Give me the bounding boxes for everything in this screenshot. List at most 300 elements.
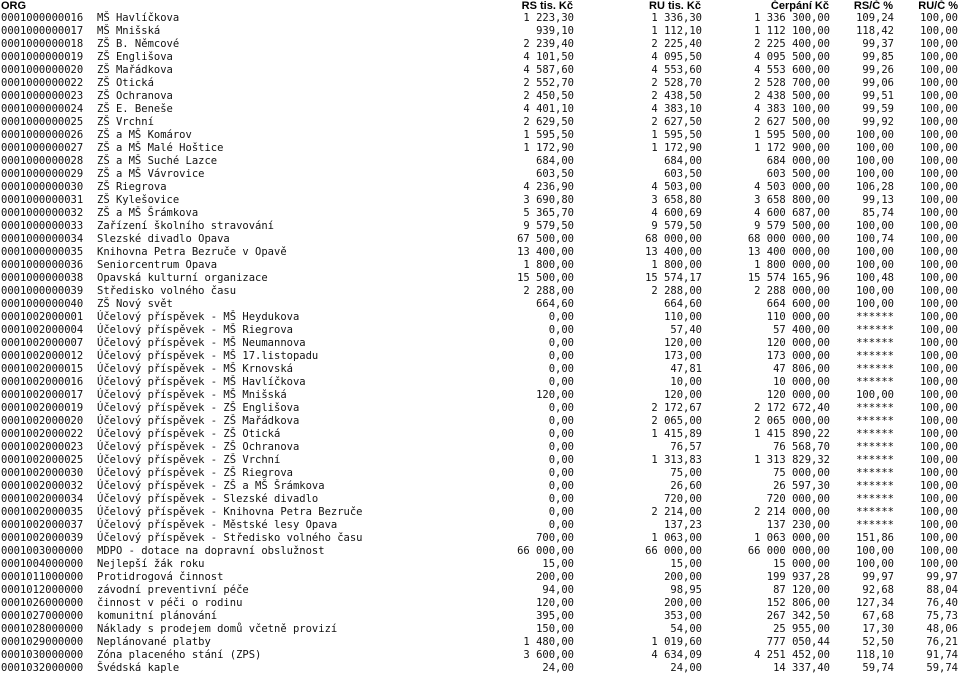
- org-cell: 0001002000019: [1, 402, 84, 414]
- org-cell: 0001032000000: [1, 662, 84, 674]
- ru-cell: 4 503,00: [651, 181, 702, 193]
- name-cell: Zařízení školního stravování: [97, 220, 275, 232]
- ru-cell: 1 063,00: [651, 532, 702, 544]
- cerpani-cell: 2 172 672,40: [754, 402, 830, 414]
- ru-cell: 120,00: [664, 337, 702, 349]
- name-cell: Účelový příspěvek - ZŠ Riegrova: [97, 467, 293, 479]
- rs-cell: 200,00: [536, 571, 574, 583]
- ru-pct-cell: 100,00: [920, 311, 958, 323]
- cerpani-cell: 2 627 500,00: [754, 116, 830, 128]
- org-cell: 0001002000023: [1, 441, 84, 453]
- name-cell: Účelový příspěvek - MŠ 17.listopadu: [97, 350, 319, 362]
- ru-cell: 173,00: [664, 350, 702, 362]
- ru-cell: 200,00: [664, 597, 702, 609]
- table-row: [0, 129, 960, 142]
- table-row: [0, 12, 960, 25]
- rs-pct-cell: 100,00: [856, 220, 894, 232]
- table-row: [0, 285, 960, 298]
- org-cell: 0001029000000: [1, 636, 84, 648]
- ru-pct-cell: 100,00: [920, 415, 958, 427]
- name-cell: Seniorcentrum Opava: [97, 259, 218, 271]
- table-row: [0, 363, 960, 376]
- table-row: [0, 545, 960, 558]
- cerpani-cell: 26 597,30: [773, 480, 830, 492]
- name-cell: Účelový příspěvek - MŠ Neumannova: [97, 337, 306, 349]
- name-cell: Slezské divadlo Opava: [97, 233, 230, 245]
- org-cell: 0001002000022: [1, 428, 84, 440]
- cerpani-cell: 2 225 400,00: [754, 38, 830, 50]
- cerpani-cell: 1 415 890,22: [754, 428, 830, 440]
- rs-cell: 684,00: [536, 155, 574, 167]
- rs-cell: 4 401,10: [523, 103, 574, 115]
- table-row: [0, 389, 960, 402]
- table-header: [0, 0, 960, 12]
- ru-pct-cell: 100,00: [920, 116, 958, 128]
- ru-pct-cell: 48,06: [926, 623, 958, 635]
- org-cell: 0001000000032: [1, 207, 84, 219]
- rs-pct-cell: ******: [856, 506, 894, 518]
- ru-pct-cell: 100,00: [920, 532, 958, 544]
- ru-cell: 10,00: [670, 376, 702, 388]
- ru-cell: 47,81: [670, 363, 702, 375]
- rs-pct-cell: ******: [856, 428, 894, 440]
- org-cell: 0001030000000: [1, 649, 84, 661]
- table-row: [0, 662, 960, 675]
- org-cell: 0001003000000: [1, 545, 84, 557]
- rs-cell: 2 239,40: [523, 38, 574, 50]
- name-cell: Účelový příspěvek - Slezské divadlo: [97, 493, 319, 505]
- rs-cell: 3 690,80: [523, 194, 574, 206]
- ru-pct-cell: 100,00: [920, 272, 958, 284]
- ru-cell: 2 528,70: [651, 77, 702, 89]
- cerpani-cell: 1 313 829,32: [754, 454, 830, 466]
- name-cell: Účelový příspěvek - MŠ Mnišská: [97, 389, 287, 401]
- ru-pct-cell: 100,00: [920, 77, 958, 89]
- org-cell: 0001000000038: [1, 272, 84, 284]
- ru-cell: 4 383,10: [651, 103, 702, 115]
- cerpani-cell: 76 568,70: [773, 441, 830, 453]
- cerpani-cell: 4 251 452,00: [754, 649, 830, 661]
- name-cell: Účelový příspěvek - ZŠ Ochranova: [97, 441, 300, 453]
- ru-pct-cell: 100,00: [920, 233, 958, 245]
- table-row: [0, 25, 960, 38]
- org-cell: 0001000000020: [1, 64, 84, 76]
- cerpani-cell: 199 937,28: [766, 571, 830, 583]
- cerpani-cell: 267 342,50: [766, 610, 830, 622]
- ru-pct-cell: 100,00: [920, 558, 958, 570]
- cerpani-cell: 2 438 500,00: [754, 90, 830, 102]
- org-cell: 0001011000000: [1, 571, 84, 583]
- table-row: [0, 298, 960, 311]
- ru-cell: 603,50: [664, 168, 702, 180]
- ru-cell: 137,23: [664, 519, 702, 531]
- name-cell: Účelový příspěvek - ZŠ Otická: [97, 428, 281, 440]
- rs-cell: 0,00: [548, 428, 574, 440]
- rs-cell: 0,00: [548, 415, 574, 427]
- name-cell: Neplánované platby: [97, 636, 211, 648]
- ru-pct-cell: 100,00: [920, 376, 958, 388]
- org-cell: 0001002000015: [1, 363, 84, 375]
- table-row: [0, 467, 960, 480]
- ru-pct-cell: 100,00: [920, 363, 958, 375]
- ru-pct-cell: 100,00: [920, 285, 958, 297]
- header-rs: RS tis. Kč: [521, 0, 573, 12]
- org-cell: 0001000000028: [1, 155, 84, 167]
- rs-cell: 13 400,00: [517, 246, 574, 258]
- ru-cell: 4 634,09: [651, 649, 702, 661]
- rs-pct-cell: 99,59: [862, 103, 894, 115]
- org-cell: 0001000000039: [1, 285, 84, 297]
- ru-pct-cell: 100,00: [920, 428, 958, 440]
- rs-pct-cell: ******: [856, 480, 894, 492]
- org-cell: 0001002000025: [1, 454, 84, 466]
- ru-pct-cell: 76,40: [926, 597, 958, 609]
- table-row: [0, 623, 960, 636]
- cerpani-cell: 13 400 000,00: [747, 246, 830, 258]
- rs-cell: 700,00: [536, 532, 574, 544]
- ru-pct-cell: 100,00: [920, 181, 958, 193]
- ru-pct-cell: 100,00: [920, 103, 958, 115]
- ru-cell: 200,00: [664, 571, 702, 583]
- name-cell: MDPO - dotace na dopravní obslužnost: [97, 545, 325, 557]
- name-cell: ZŠ Ochranova: [97, 90, 173, 102]
- name-cell: ZŠ Mařádkova: [97, 64, 173, 76]
- rs-pct-cell: 99,06: [862, 77, 894, 89]
- cerpani-cell: 9 579 500,00: [754, 220, 830, 232]
- ru-pct-cell: 100,00: [920, 64, 958, 76]
- cerpani-cell: 4 383 100,00: [754, 103, 830, 115]
- name-cell: MŠ Mnišská: [97, 25, 161, 37]
- org-cell: 0001002000034: [1, 493, 84, 505]
- rs-pct-cell: 100,74: [856, 233, 894, 245]
- cerpani-cell: 1 336 300,00: [754, 12, 830, 24]
- table-row: [0, 376, 960, 389]
- org-cell: 0001000000036: [1, 259, 84, 271]
- rs-cell: 1 172,90: [523, 142, 574, 154]
- name-cell: MŠ Havlíčkova: [97, 12, 180, 24]
- rs-pct-cell: 100,00: [856, 129, 894, 141]
- ru-cell: 2 065,00: [651, 415, 702, 427]
- table-row: [0, 337, 960, 350]
- rs-pct-cell: 118,42: [856, 25, 894, 37]
- ru-cell: 15 574,17: [645, 272, 702, 284]
- cerpani-cell: 173 000,00: [766, 350, 830, 362]
- rs-cell: 67 500,00: [517, 233, 574, 245]
- ru-cell: 9 579,50: [651, 220, 702, 232]
- org-cell: 0001004000000: [1, 558, 84, 570]
- rs-cell: 1 223,30: [523, 12, 574, 24]
- org-cell: 0001000000025: [1, 116, 84, 128]
- table-row: [0, 142, 960, 155]
- org-cell: 0001002000030: [1, 467, 84, 479]
- rs-pct-cell: ******: [856, 441, 894, 453]
- name-cell: ZŠ Nový svět: [97, 298, 173, 310]
- cerpani-cell: 603 500,00: [766, 168, 830, 180]
- table-row: [0, 350, 960, 363]
- org-cell: 0001002000012: [1, 350, 84, 362]
- rs-cell: 2 288,00: [523, 285, 574, 297]
- name-cell: Účelový příspěvek - ZŠ Vrchní: [97, 454, 281, 466]
- ru-cell: 1 019,60: [651, 636, 702, 648]
- ru-pct-cell: 100,00: [920, 220, 958, 232]
- table-row: [0, 454, 960, 467]
- name-cell: ZŠ a MŠ Komárov: [97, 129, 192, 141]
- rs-pct-cell: ******: [856, 350, 894, 362]
- ru-pct-cell: 100,00: [920, 519, 958, 531]
- table-row: [0, 103, 960, 116]
- name-cell: ZŠ Englišova: [97, 51, 173, 63]
- ru-pct-cell: 100,00: [920, 25, 958, 37]
- ru-pct-cell: 88,04: [926, 584, 958, 596]
- ru-cell: 1 336,30: [651, 12, 702, 24]
- ru-pct-cell: 100,00: [920, 207, 958, 219]
- cerpani-cell: 10 000,00: [773, 376, 830, 388]
- table-row: [0, 259, 960, 272]
- rs-cell: 120,00: [536, 597, 574, 609]
- ru-cell: 2 214,00: [651, 506, 702, 518]
- rs-pct-cell: 118,10: [856, 649, 894, 661]
- cerpani-cell: 47 806,00: [773, 363, 830, 375]
- rs-cell: 0,00: [548, 363, 574, 375]
- rs-pct-cell: ******: [856, 454, 894, 466]
- ru-cell: 110,00: [664, 311, 702, 323]
- rs-cell: 2 450,50: [523, 90, 574, 102]
- ru-pct-cell: 100,00: [920, 129, 958, 141]
- ru-cell: 353,00: [664, 610, 702, 622]
- ru-cell: 15,00: [670, 558, 702, 570]
- ru-cell: 2 438,50: [651, 90, 702, 102]
- table-row: [0, 207, 960, 220]
- rs-pct-cell: 100,00: [856, 142, 894, 154]
- org-cell: 0001028000000: [1, 623, 84, 635]
- rs-cell: 5 365,70: [523, 207, 574, 219]
- ru-pct-cell: 100,00: [920, 155, 958, 167]
- ru-pct-cell: 75,73: [926, 610, 958, 622]
- table-row: [0, 402, 960, 415]
- cerpani-cell: 720 000,00: [766, 493, 830, 505]
- table-row: [0, 311, 960, 324]
- rs-cell: 0,00: [548, 480, 574, 492]
- org-cell: 0001000000022: [1, 77, 84, 89]
- rs-cell: 9 579,50: [523, 220, 574, 232]
- rs-cell: 24,00: [542, 662, 574, 674]
- name-cell: Účelový příspěvek - MŠ Riegrova: [97, 324, 293, 336]
- rs-cell: 0,00: [548, 324, 574, 336]
- name-cell: ZŠ Vrchní: [97, 116, 154, 128]
- header-ru: RU tis. Kč: [649, 0, 701, 12]
- rs-pct-cell: 99,97: [862, 571, 894, 583]
- cerpani-cell: 25 955,00: [773, 623, 830, 635]
- ru-cell: 76,57: [670, 441, 702, 453]
- cerpani-cell: 152 806,00: [766, 597, 830, 609]
- name-cell: ZŠ a MŠ Malé Hoštice: [97, 142, 224, 154]
- name-cell: Švédská kaple: [97, 662, 180, 674]
- org-cell: 0001002000004: [1, 324, 84, 336]
- name-cell: Protidrogová činnost: [97, 571, 224, 583]
- table-row: [0, 194, 960, 207]
- ru-cell: 24,00: [670, 662, 702, 674]
- rs-pct-cell: ******: [856, 337, 894, 349]
- rs-cell: 4 236,90: [523, 181, 574, 193]
- ru-cell: 57,40: [670, 324, 702, 336]
- name-cell: Zóna placeného stání (ZPS): [97, 649, 262, 661]
- ru-cell: 720,00: [664, 493, 702, 505]
- rs-cell: 15,00: [542, 558, 574, 570]
- rs-pct-cell: 109,24: [856, 12, 894, 24]
- table-row: [0, 90, 960, 103]
- rs-pct-cell: ******: [856, 519, 894, 531]
- table-row: [0, 493, 960, 506]
- cerpani-cell: 4 503 000,00: [754, 181, 830, 193]
- rs-pct-cell: 106,28: [856, 181, 894, 193]
- ru-cell: 4 553,60: [651, 64, 702, 76]
- org-cell: 0001002000016: [1, 376, 84, 388]
- cerpani-cell: 120 000,00: [766, 389, 830, 401]
- ru-cell: 2 627,50: [651, 116, 702, 128]
- rs-pct-cell: ******: [856, 402, 894, 414]
- ru-pct-cell: 59,74: [926, 662, 958, 674]
- name-cell: Knihovna Petra Bezruče v Opavě: [97, 246, 287, 258]
- table-row: [0, 428, 960, 441]
- ru-cell: 684,00: [664, 155, 702, 167]
- table-row: [0, 415, 960, 428]
- ru-cell: 1 172,90: [651, 142, 702, 154]
- name-cell: Opavská kulturní organizace: [97, 272, 268, 284]
- rs-cell: 150,00: [536, 623, 574, 635]
- table-row: [0, 558, 960, 571]
- ru-pct-cell: 100,00: [920, 90, 958, 102]
- ru-pct-cell: 100,00: [920, 467, 958, 479]
- rs-cell: 0,00: [548, 467, 574, 479]
- org-cell: 0001000000018: [1, 38, 84, 50]
- rs-pct-cell: 85,74: [862, 207, 894, 219]
- rs-pct-cell: 100,00: [856, 246, 894, 258]
- cerpani-cell: 1 595 500,00: [754, 129, 830, 141]
- ru-pct-cell: 99,97: [926, 571, 958, 583]
- rs-cell: 0,00: [548, 519, 574, 531]
- name-cell: ZŠ a MŠ Šrámkova: [97, 207, 199, 219]
- rs-cell: 0,00: [548, 493, 574, 505]
- rs-pct-cell: ******: [856, 415, 894, 427]
- name-cell: Účelový příspěvek - Středisko volného času: [97, 532, 363, 544]
- rs-pct-cell: 151,86: [856, 532, 894, 544]
- rs-cell: 120,00: [536, 389, 574, 401]
- ru-cell: 2 172,67: [651, 402, 702, 414]
- ru-pct-cell: 100,00: [920, 51, 958, 63]
- ru-pct-cell: 100,00: [920, 259, 958, 271]
- rs-cell: 2 552,70: [523, 77, 574, 89]
- rs-cell: 0,00: [548, 506, 574, 518]
- rs-cell: 3 600,00: [523, 649, 574, 661]
- ru-cell: 1 313,83: [651, 454, 702, 466]
- table-row: [0, 480, 960, 493]
- name-cell: ZŠ a MŠ Suché Lazce: [97, 155, 218, 167]
- rs-pct-cell: ******: [856, 376, 894, 388]
- name-cell: činnost v péči o rodinu: [97, 597, 243, 609]
- name-cell: ZŠ Kylešovice: [97, 194, 180, 206]
- table-row: [0, 649, 960, 662]
- org-cell: 0001000000040: [1, 298, 84, 310]
- rs-pct-cell: ******: [856, 311, 894, 323]
- table-row: [0, 51, 960, 64]
- cerpani-cell: 3 658 800,00: [754, 194, 830, 206]
- name-cell: ZŠ Riegrova: [97, 181, 167, 193]
- table-row: [0, 506, 960, 519]
- cerpani-cell: 2 528 700,00: [754, 77, 830, 89]
- ru-pct-cell: 100,00: [920, 441, 958, 453]
- cerpani-cell: 75 000,00: [773, 467, 830, 479]
- table-row: [0, 532, 960, 545]
- rs-cell: 0,00: [548, 454, 574, 466]
- cerpani-cell: 14 337,40: [773, 662, 830, 674]
- ru-pct-cell: 91,74: [926, 649, 958, 661]
- cerpani-cell: 1 172 900,00: [754, 142, 830, 154]
- cerpani-cell: 2 214 000,00: [754, 506, 830, 518]
- name-cell: Účelový příspěvek - MŠ Havlíčkova: [97, 376, 306, 388]
- table-row: [0, 272, 960, 285]
- cerpani-cell: 4 600 687,00: [754, 207, 830, 219]
- name-cell: ZŠ Otická: [97, 77, 154, 89]
- org-cell: 0001026000000: [1, 597, 84, 609]
- name-cell: závodní preventivní péče: [97, 584, 249, 596]
- ru-cell: 13 400,00: [645, 246, 702, 258]
- table-row: [0, 246, 960, 259]
- rs-cell: 939,10: [536, 25, 574, 37]
- cerpani-cell: 684 000,00: [766, 155, 830, 167]
- org-cell: 0001000000031: [1, 194, 84, 206]
- name-cell: ZŠ E. Beneše: [97, 103, 173, 115]
- ru-pct-cell: 100,00: [920, 454, 958, 466]
- cerpani-cell: 87 120,00: [773, 584, 830, 596]
- ru-pct-cell: 100,00: [920, 480, 958, 492]
- name-cell: Účelový příspěvek - MŠ Krnovská: [97, 363, 293, 375]
- rs-pct-cell: 100,00: [856, 298, 894, 310]
- rs-cell: 0,00: [548, 311, 574, 323]
- rs-pct-cell: 99,26: [862, 64, 894, 76]
- org-cell: 0001002000032: [1, 480, 84, 492]
- ru-cell: 4 600,69: [651, 207, 702, 219]
- ru-pct-cell: 76,21: [926, 636, 958, 648]
- rs-pct-cell: 100,00: [856, 545, 894, 557]
- name-cell: Účelový příspěvek - ZŠ Mařádkova: [97, 415, 300, 427]
- ru-pct-cell: 100,00: [920, 246, 958, 258]
- name-cell: ZŠ a MŠ Vávrovice: [97, 168, 205, 180]
- org-cell: 0001000000024: [1, 103, 84, 115]
- rs-cell: 1 800,00: [523, 259, 574, 271]
- rs-pct-cell: 100,00: [856, 558, 894, 570]
- ru-cell: 664,60: [664, 298, 702, 310]
- org-cell: 0001002000039: [1, 532, 84, 544]
- ru-cell: 98,95: [670, 584, 702, 596]
- ru-pct-cell: 100,00: [920, 168, 958, 180]
- cerpani-cell: 2 288 000,00: [754, 285, 830, 297]
- cerpani-cell: 137 230,00: [766, 519, 830, 531]
- table-body: [0, 12, 960, 675]
- rs-cell: 0,00: [548, 337, 574, 349]
- rs-cell: 66 000,00: [517, 545, 574, 557]
- header-rs-pct: RS/Č %: [853, 0, 893, 12]
- rs-pct-cell: 99,51: [862, 90, 894, 102]
- cerpani-cell: 777 050,44: [766, 636, 830, 648]
- ru-cell: 75,00: [670, 467, 702, 479]
- org-cell: 0001012000000: [1, 584, 84, 596]
- cerpani-cell: 664 600,00: [766, 298, 830, 310]
- rs-pct-cell: 99,85: [862, 51, 894, 63]
- ru-cell: 68 000,00: [645, 233, 702, 245]
- ru-pct-cell: 100,00: [920, 12, 958, 24]
- ru-pct-cell: 100,00: [920, 38, 958, 50]
- rs-cell: 0,00: [548, 350, 574, 362]
